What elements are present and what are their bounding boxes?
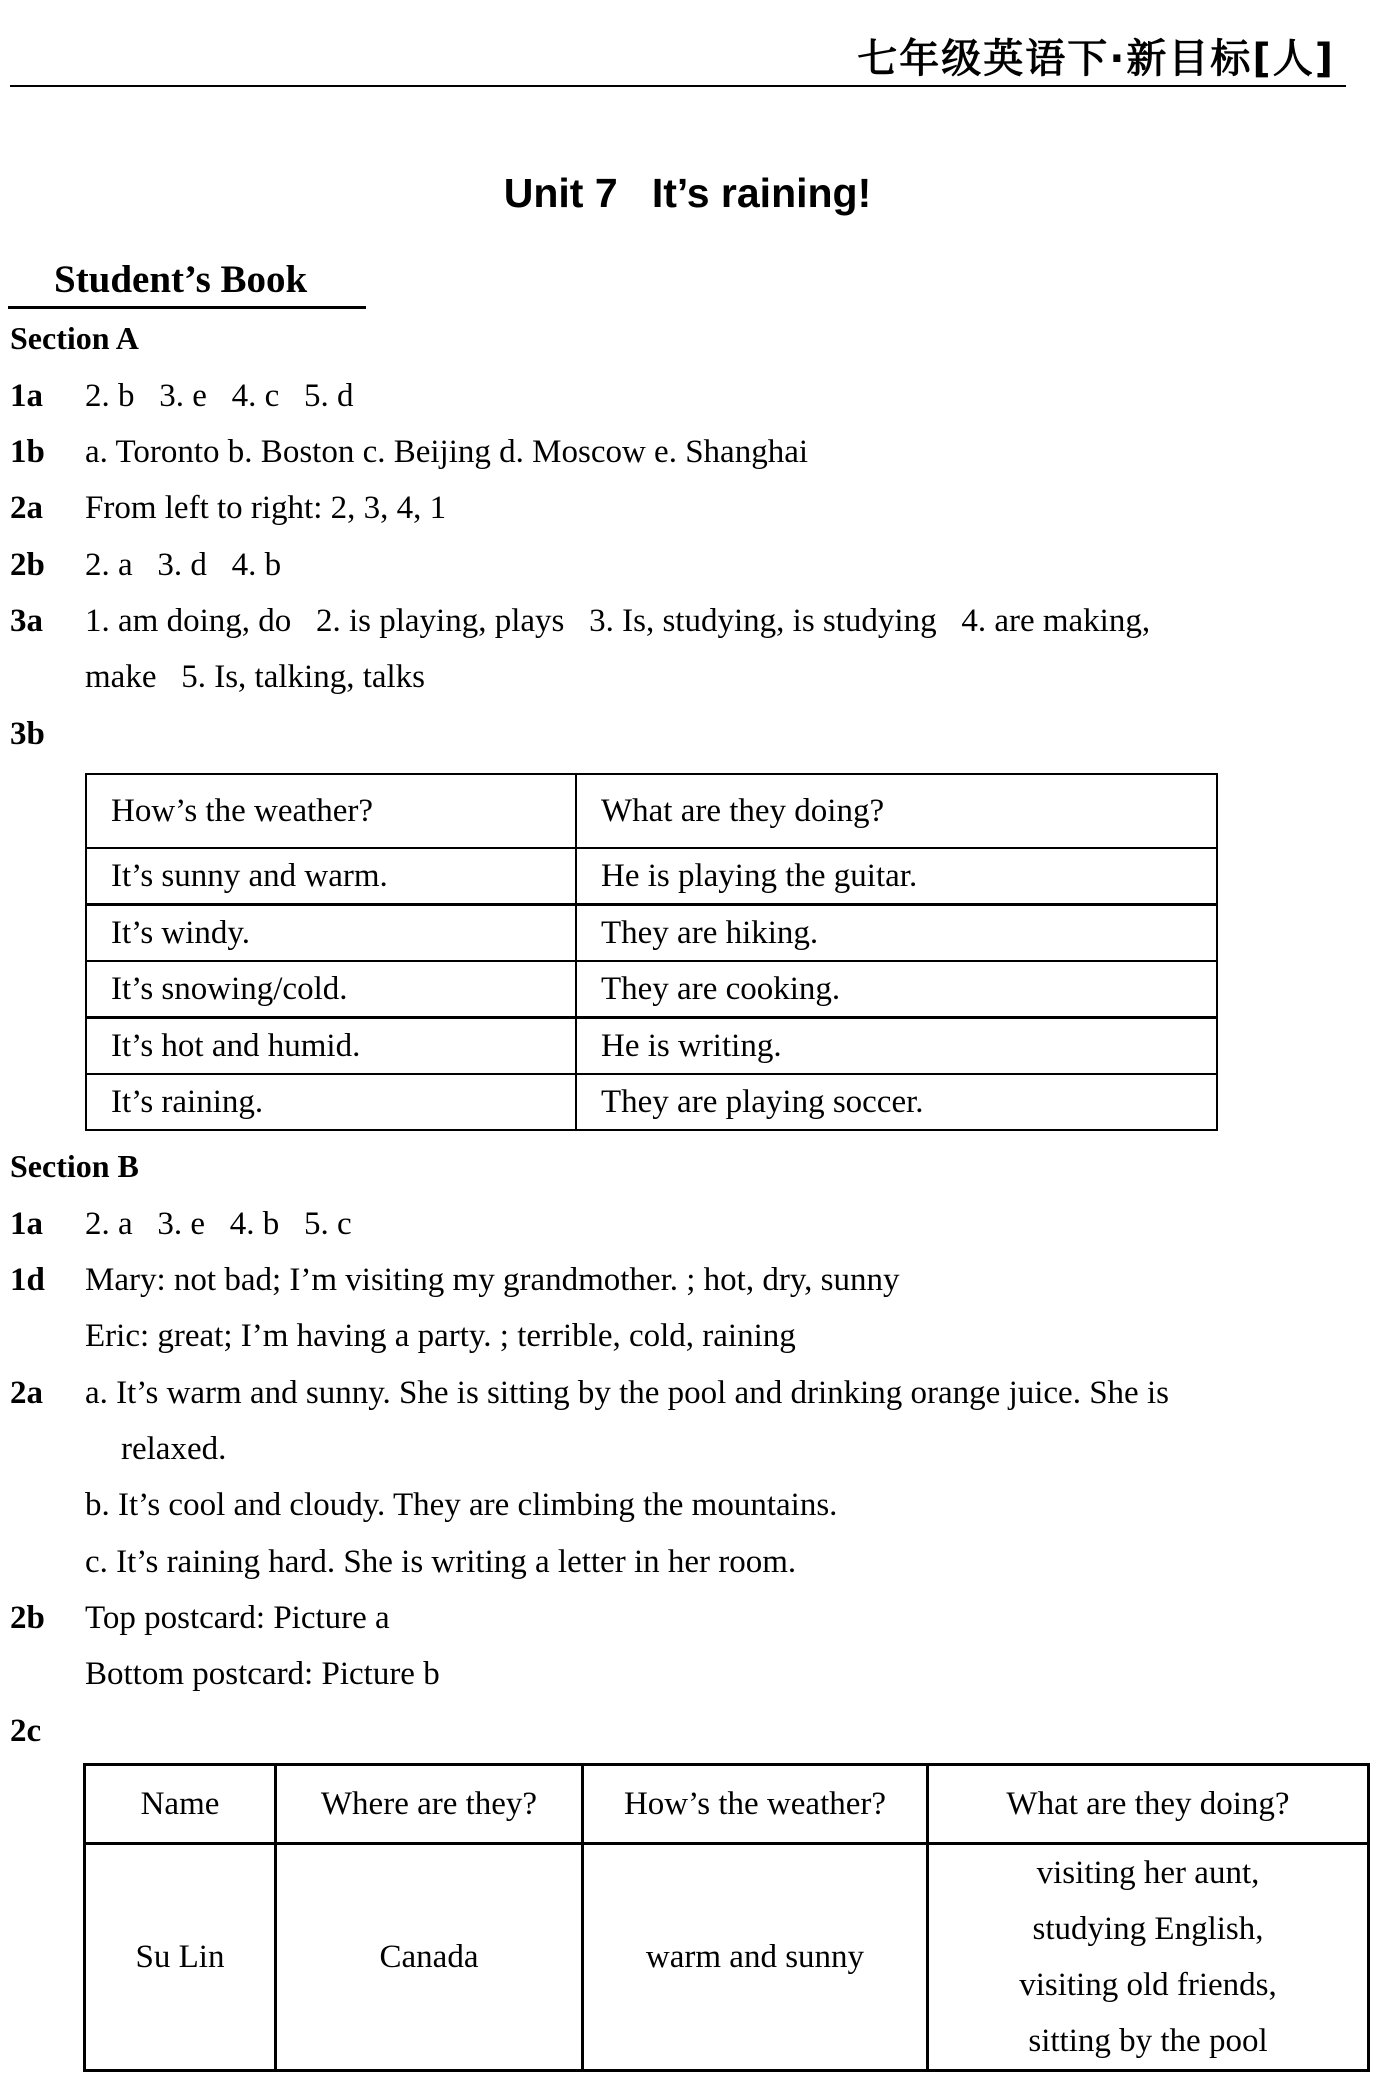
answer-line — [10, 543, 281, 587]
activity-line: visiting old friends, — [1019, 1967, 1277, 2003]
item-label: 2b — [10, 547, 45, 583]
table-cell: He is writing. — [576, 1018, 1217, 1075]
running-header: 七年级英语下·新目标[人] — [857, 36, 1335, 82]
table-cell: He is playing the guitar. — [576, 848, 1217, 905]
item-label: 1b — [10, 434, 45, 470]
answer-text: 1. am doing, do 2. is playing, plays 3. Is, studying, is studying 4. are making, — [85, 603, 1151, 639]
table-header-row — [85, 1765, 1369, 1844]
answer-line — [10, 1709, 85, 1753]
table-cell: They are playing soccer. — [576, 1074, 1217, 1130]
table-cell: It’s sunny and warm. — [86, 848, 576, 905]
table-row — [86, 1018, 1217, 1075]
activity-line: sitting by the pool — [1028, 2023, 1268, 2059]
answer-text: 2. a 3. e 4. b 5. c — [85, 1206, 352, 1242]
item-label: 2a — [10, 490, 43, 526]
table-header-cell: Where are they? — [276, 1765, 583, 1844]
table-row — [86, 905, 1217, 962]
table-header-row — [86, 774, 1217, 848]
table-header-cell: What are they doing? — [576, 774, 1217, 848]
table-cell-name: Su Lin — [85, 1844, 276, 2071]
table-2c — [83, 1763, 1370, 2072]
item-label: 1a — [10, 378, 43, 414]
table-header-cell: Name — [85, 1765, 276, 1844]
answer-text: Mary: not bad; I’m visiting my grandmother. ; hot, dry, sunny — [85, 1262, 900, 1298]
table-3b — [85, 773, 1218, 1131]
book-heading: Student’s Book — [54, 258, 308, 301]
answer-text: From left to right: 2, 3, 4, 1 — [85, 490, 447, 526]
table-cell-doing — [928, 1844, 1369, 2071]
item-label: 1a — [10, 1206, 43, 1242]
answer-subitem: c. It’s raining hard. She is writing a letter in her room. — [85, 1544, 797, 1580]
item-label: 1d — [10, 1262, 45, 1298]
answer-subitem: b. It’s cool and cloudy. They are climbing the mountains. — [85, 1487, 838, 1523]
answer-line — [10, 1371, 1169, 1415]
table-cell-weather: warm and sunny — [583, 1844, 928, 2071]
header-rule — [10, 85, 1346, 87]
item-label: 3a — [10, 603, 43, 639]
answer-line — [10, 486, 446, 530]
table-cell-where: Canada — [276, 1844, 583, 2071]
table-cell: It’s raining. — [86, 1074, 576, 1130]
activity-line: visiting her aunt, — [1036, 1855, 1260, 1891]
item-label: 2c — [10, 1713, 42, 1749]
section-a-heading: Section A — [10, 320, 139, 356]
table-header-cell: What are they doing? — [928, 1765, 1369, 1844]
answer-line — [10, 712, 85, 756]
answer-text: 2. a 3. d 4. b — [85, 547, 282, 583]
answer-continuation: relaxed. — [121, 1431, 227, 1467]
table-cell: They are cooking. — [576, 961, 1217, 1018]
answer-continuation: make 5. Is, talking, talks — [85, 659, 426, 695]
answer-line — [10, 1258, 900, 1302]
book-heading-rule — [8, 306, 366, 309]
table-header-cell: How’s the weather? — [583, 1765, 928, 1844]
answer-continuation: Bottom postcard: Picture b — [85, 1656, 440, 1692]
table-header-cell: How’s the weather? — [86, 774, 576, 848]
answer-line — [10, 430, 808, 474]
table-row — [85, 1844, 1369, 2071]
item-label: 2b — [10, 1600, 45, 1636]
answer-line — [10, 374, 354, 418]
answer-text: a. It’s warm and sunny. She is sitting by the pool and drinking orange juice. She is — [85, 1375, 1169, 1411]
answer-line — [10, 599, 1150, 643]
table-cell: It’s snowing/cold. — [86, 961, 576, 1018]
table-cell: It’s hot and humid. — [86, 1018, 576, 1075]
page-title: Unit 7 It’s raining! — [503, 170, 872, 216]
item-label: 2a — [10, 1375, 43, 1411]
table-row — [86, 848, 1217, 905]
answer-continuation: Eric: great; I’m having a party. ; terrible, cold, raining — [85, 1318, 796, 1354]
answer-text: Top postcard: Picture a — [85, 1600, 390, 1636]
activity-line: studying English, — [1032, 1911, 1264, 1947]
table-row — [86, 1074, 1217, 1130]
answer-line — [10, 1202, 352, 1246]
table-row — [86, 961, 1217, 1018]
answer-text: a. Toronto b. Boston c. Beijing d. Moscow e. Shanghai — [85, 434, 809, 470]
table-cell: They are hiking. — [576, 905, 1217, 962]
item-label: 3b — [10, 716, 45, 752]
section-b-heading: Section B — [10, 1148, 139, 1184]
answer-line — [10, 1596, 390, 1640]
answer-text: 2. b 3. e 4. c 5. d — [85, 378, 354, 414]
table-cell: It’s windy. — [86, 905, 576, 962]
